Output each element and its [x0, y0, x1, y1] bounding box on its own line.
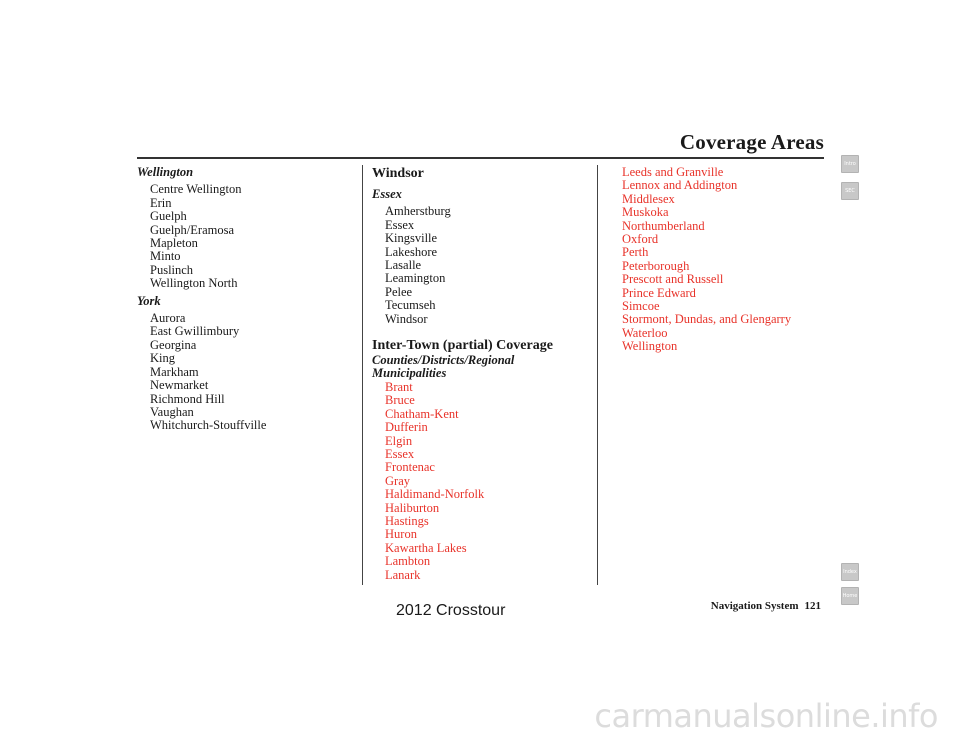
group-heading-wellington: Wellington — [137, 165, 194, 179]
list-item: East Gwillimbury — [150, 324, 240, 339]
intro-tab[interactable] — [841, 155, 859, 173]
municipality-link[interactable]: Wellington — [622, 339, 678, 354]
list-item: Amherstburg — [385, 204, 451, 219]
municipality-link[interactable]: Haldimand-Norfolk — [385, 487, 485, 502]
list-item: Tecumseh — [385, 298, 436, 313]
page-number: 121 — [804, 600, 821, 612]
municipality-link[interactable]: Simcoe — [622, 299, 660, 314]
municipalities-heading-line2: Municipalities — [372, 366, 447, 381]
index-tab[interactable] — [841, 563, 859, 581]
municipality-link[interactable]: Prince Edward — [622, 285, 696, 300]
municipality-link[interactable]: Bruce — [385, 393, 415, 408]
list-item: Newmarket — [150, 378, 209, 393]
essex-heading: Essex — [372, 187, 402, 201]
list-item: Mapleton — [150, 236, 198, 251]
municipality-link[interactable]: Lambton — [385, 554, 431, 569]
home-tab[interactable] — [841, 587, 859, 605]
municipality-link[interactable]: Lanark — [385, 567, 421, 582]
list-item: Centre Wellington — [150, 182, 242, 197]
municipality-link[interactable]: Kawartha Lakes — [385, 540, 467, 555]
list-item: Windsor — [385, 311, 428, 326]
municipality-link[interactable]: Peterborough — [622, 258, 690, 273]
list-item: Puslinch — [150, 262, 194, 277]
list-item: Pelee — [385, 284, 413, 299]
municipality-link[interactable]: Haliburton — [385, 500, 440, 515]
municipality-link[interactable]: Stormont, Dundas, and Glengarry — [622, 312, 792, 327]
municipality-link[interactable]: Prescott and Russell — [622, 272, 724, 287]
column-2 — [372, 166, 587, 582]
list-item: Richmond Hill — [150, 391, 225, 406]
york-list — [137, 312, 352, 433]
list-item: Kingsville — [385, 231, 438, 246]
intro-tab-label: Intro — [844, 161, 856, 167]
list-item: Guelph — [150, 209, 187, 224]
intertown-heading: Inter-Town (partial) Coverage — [372, 338, 553, 354]
municipality-link[interactable]: Leeds and Granville — [622, 165, 724, 179]
municipality-link[interactable]: Frontenac — [385, 460, 435, 475]
footer-section-label — [711, 600, 821, 612]
municipalities-heading-line1: Counties/Districts/Regional — [372, 353, 515, 368]
list-item: Lakeshore — [385, 244, 438, 259]
list-item: Vaughan — [150, 404, 194, 419]
windsor-heading: Windsor — [372, 166, 424, 181]
list-item: Lasalle — [385, 258, 422, 273]
vehicle-watermark: 2012 Crosstour — [396, 602, 506, 619]
municipality-link[interactable]: Muskoka — [622, 205, 669, 220]
list-item: Markham — [150, 364, 199, 379]
municipality-link[interactable]: Oxford — [622, 232, 659, 247]
municipality-link[interactable]: Huron — [385, 527, 417, 542]
municipality-link[interactable]: Perth — [622, 245, 649, 260]
site-watermark: carmanualsonline.info — [594, 697, 938, 735]
title-rule — [137, 157, 824, 159]
municipality-link[interactable]: Lennox and Addington — [622, 178, 738, 193]
list-item: Minto — [150, 249, 181, 264]
municipality-link[interactable]: Dufferin — [385, 420, 428, 435]
municipality-link[interactable]: Elgin — [385, 433, 413, 448]
section-name: Navigation System — [710, 600, 799, 612]
sec-tab-label: SEC — [845, 188, 855, 194]
list-item: Wellington North — [150, 276, 238, 291]
essex-list — [372, 205, 587, 326]
list-item: Leamington — [385, 271, 446, 286]
home-tab-label: Home — [842, 593, 858, 599]
municipality-link[interactable]: Chatham-Kent — [385, 406, 459, 421]
page-title: Coverage Areas — [679, 130, 824, 154]
municipality-link[interactable]: Brant — [385, 379, 413, 394]
municipality-link[interactable]: Waterloo — [622, 325, 668, 340]
sec-tab[interactable] — [841, 182, 859, 200]
index-tab-label: Index — [843, 569, 857, 575]
column-divider-1 — [362, 165, 363, 585]
column-3 — [622, 166, 837, 354]
column-divider-2 — [597, 165, 598, 585]
list-item: King — [150, 351, 175, 366]
municipality-link[interactable]: Middlesex — [622, 191, 675, 206]
group-heading-york: York — [137, 293, 161, 308]
municipality-link[interactable]: Hastings — [385, 513, 429, 528]
list-item: Erin — [150, 195, 172, 210]
municipality-link[interactable]: Essex — [385, 446, 415, 461]
municipality-link[interactable]: Gray — [385, 473, 410, 488]
column-1 — [137, 166, 352, 433]
list-item: Whitchurch-Stouffville — [150, 418, 267, 433]
list-item: Guelph/Eramosa — [150, 222, 235, 237]
list-item: Aurora — [150, 311, 186, 326]
municipality-links — [372, 381, 587, 582]
list-item: Essex — [385, 217, 415, 232]
municipality-link[interactable]: Northumberland — [622, 218, 705, 233]
wellington-list — [137, 183, 352, 290]
list-item: Georgina — [150, 337, 197, 352]
